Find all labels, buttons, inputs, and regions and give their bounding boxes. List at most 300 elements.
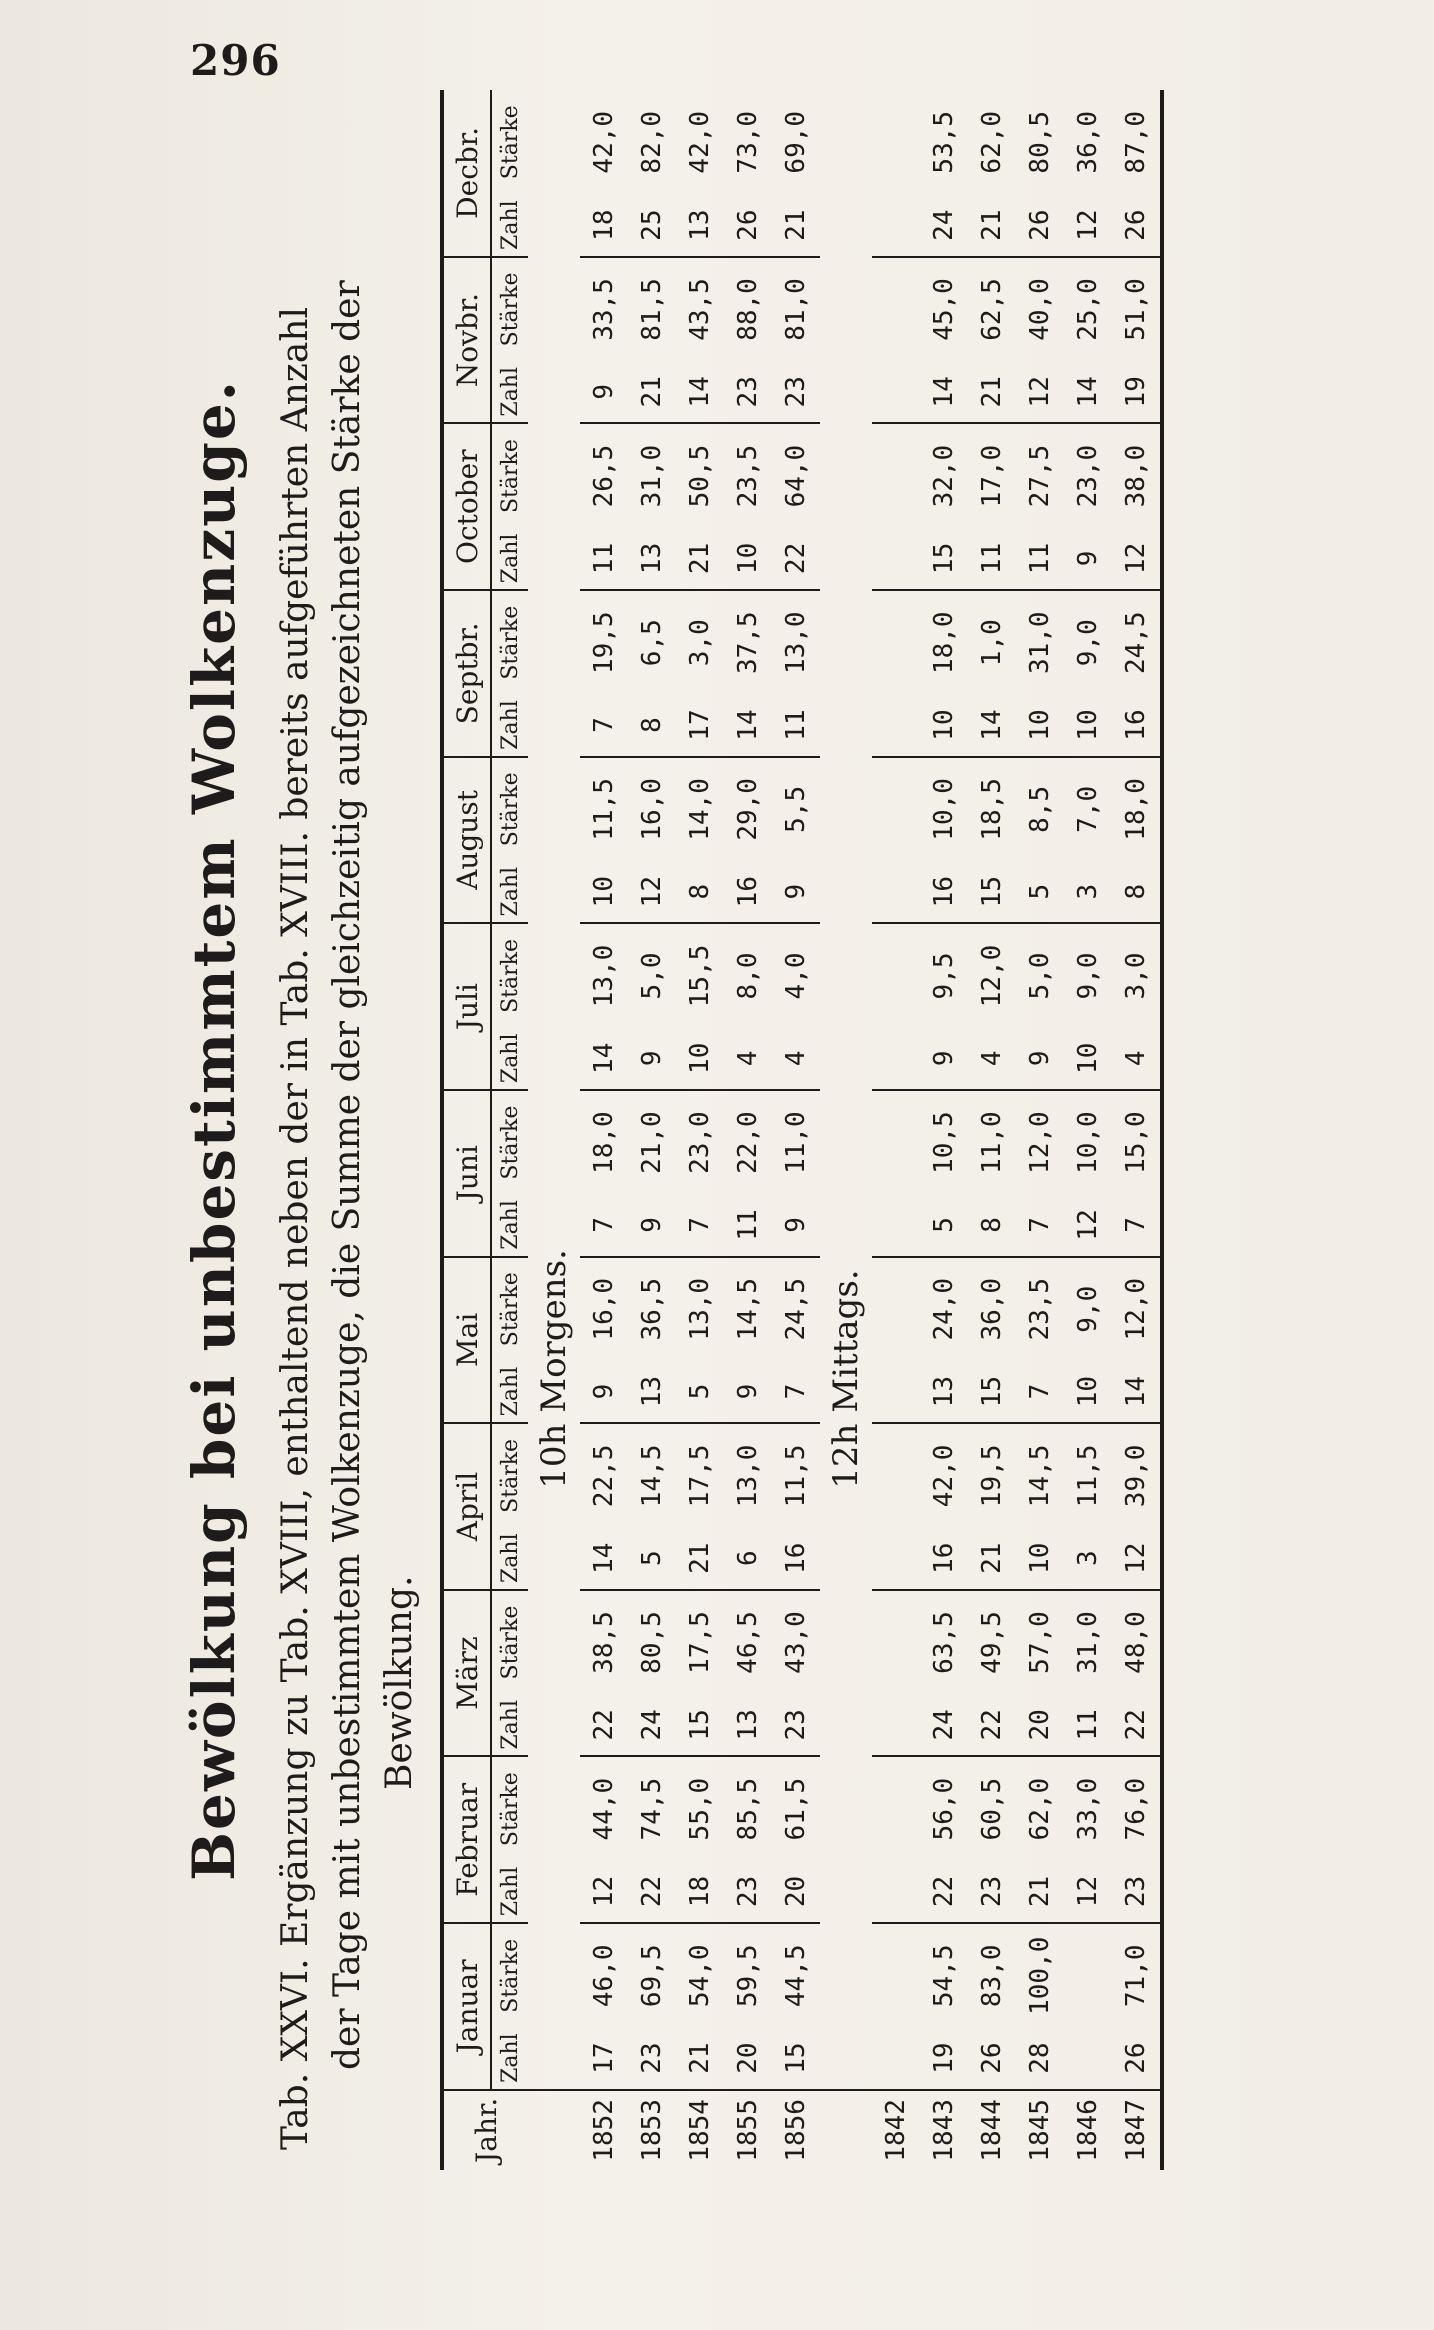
- zahl-subheader: Zahl: [491, 1528, 528, 1590]
- year-cell: 1852: [580, 2090, 628, 2170]
- staerke-cell: 36,5: [637, 1277, 667, 1341]
- zahl-cell: 9: [628, 1028, 676, 1090]
- zahl-cell: 15: [772, 2027, 820, 2089]
- page-title: Bewölkung bei unbestimmtem Wolkenzuge.: [180, 379, 248, 1881]
- staerke-cell: 81,5: [637, 278, 667, 341]
- month-header: October: [442, 423, 491, 590]
- zahl-cell: 12: [1064, 195, 1112, 257]
- staerke-cell: 62,5: [977, 278, 1007, 341]
- staerke-cell: 19,5: [589, 611, 619, 675]
- staerke-cell: 9,0: [1073, 1285, 1103, 1333]
- zahl-cell: 19: [1112, 361, 1162, 423]
- zahl-cell: 26: [1016, 195, 1064, 257]
- staerke-cell: 22,0: [733, 1111, 763, 1174]
- zahl-cell: [872, 528, 920, 590]
- staerke-cell: 1,0: [977, 619, 1007, 667]
- zahl-cell: 11: [1016, 528, 1064, 590]
- staerke-cell: 13,0: [589, 944, 619, 1008]
- zahl-cell: 5: [676, 1361, 724, 1423]
- zahl-cell: 11: [772, 694, 820, 756]
- staerke-cell: 83,0: [977, 1944, 1007, 2008]
- staerke-subheader: Stärke: [497, 1938, 523, 2013]
- zahl-cell: 23: [724, 361, 772, 423]
- staerke-cell: 73,0: [733, 110, 763, 174]
- staerke-cell: 5,0: [1025, 952, 1055, 1000]
- year-cell: 1842: [872, 2090, 920, 2170]
- month-header: Februar: [442, 1756, 491, 1923]
- zahl-subheader: Zahl: [491, 1694, 528, 1756]
- zahl-cell: 9: [772, 861, 820, 923]
- staerke-cell: 24,5: [1121, 611, 1151, 675]
- zahl-cell: 12: [1064, 1194, 1112, 1256]
- year-cell: [820, 2090, 872, 2170]
- zahl-cell: 7: [580, 1194, 628, 1256]
- zahl-cell: 3: [1064, 861, 1112, 923]
- table-row: [676, 90, 724, 2170]
- zahl-cell: 4: [724, 1028, 772, 1090]
- year-cell: 1843: [920, 2090, 968, 2170]
- zahl-cell: [872, 195, 920, 257]
- staerke-cell: 31,0: [1073, 1611, 1103, 1674]
- staerke-cell: 46,0: [589, 1944, 619, 2008]
- zahl-cell: 24: [628, 1694, 676, 1756]
- year-cell: 1845: [1016, 2090, 1064, 2170]
- staerke-cell: 31,0: [1025, 611, 1055, 675]
- zahl-cell: 13: [628, 528, 676, 590]
- table-row: [1016, 90, 1064, 2170]
- staerke-cell: 54,5: [929, 1944, 959, 2008]
- staerke-subheader: Stärke: [497, 1438, 523, 1513]
- staerke-cell: 3,0: [1121, 952, 1151, 1000]
- zahl-cell: 15: [920, 528, 968, 590]
- table-row: [628, 90, 676, 2170]
- year-cell: 1856: [772, 2090, 820, 2170]
- zahl-cell: 12: [1064, 1861, 1112, 1923]
- staerke-cell: 6,5: [637, 619, 667, 667]
- zahl-cell: 10: [920, 694, 968, 756]
- zahl-cell: 11: [1064, 1694, 1112, 1756]
- zahl-cell: 22: [1112, 1694, 1162, 1756]
- staerke-cell: 64,0: [781, 444, 811, 508]
- staerke-cell: 43,0: [781, 1611, 811, 1674]
- staerke-cell: 31,0: [637, 444, 667, 508]
- table-body: [528, 90, 1162, 2170]
- zahl-cell: 3: [1064, 1528, 1112, 1590]
- staerke-cell: 46,5: [733, 1611, 763, 1674]
- staerke-cell: 59,5: [733, 1944, 763, 2008]
- staerke-cell: 38,5: [589, 1611, 619, 1674]
- zahl-cell: 15: [968, 1361, 1016, 1423]
- staerke-cell: 80,5: [1025, 110, 1055, 174]
- month-header: März: [442, 1590, 491, 1757]
- zahl-cell: [872, 694, 920, 756]
- staerke-cell: 80,5: [637, 1611, 667, 1674]
- staerke-cell: 23,5: [1025, 1277, 1055, 1341]
- staerke-cell: 11,5: [589, 778, 619, 841]
- zahl-cell: 14: [724, 694, 772, 756]
- staerke-cell: 44,0: [589, 1777, 619, 1841]
- table-caption: [270, 110, 426, 2150]
- zahl-cell: 8: [968, 1194, 1016, 1256]
- zahl-cell: 14: [968, 694, 1016, 756]
- zahl-cell: 22: [968, 1694, 1016, 1756]
- zahl-cell: 8: [1112, 861, 1162, 923]
- staerke-cell: 17,0: [977, 444, 1007, 508]
- zahl-cell: 12: [628, 861, 676, 923]
- year-cell: 1855: [724, 2090, 772, 2170]
- staerke-cell: 50,5: [685, 444, 715, 508]
- zahl-cell: [872, 1861, 920, 1923]
- zahl-cell: 16: [1112, 694, 1162, 756]
- staerke-cell: [872, 590, 920, 694]
- staerke-cell: [872, 257, 920, 361]
- zahl-cell: 10: [724, 528, 772, 590]
- staerke-cell: 9,0: [1073, 952, 1103, 1000]
- month-header: April: [442, 1423, 491, 1590]
- zahl-cell: 17: [676, 694, 724, 756]
- zahl-cell: [872, 2027, 920, 2089]
- zahl-cell: 24: [920, 1694, 968, 1756]
- staerke-cell: 14,5: [1025, 1444, 1055, 1508]
- staerke-cell: 21,0: [637, 1111, 667, 1174]
- staerke-cell: 63,5: [929, 1611, 959, 1674]
- staerke-cell: 22,5: [589, 1444, 619, 1508]
- staerke-cell: [1064, 1923, 1112, 2027]
- month-header-row: [442, 90, 491, 2170]
- staerke-cell: 9,5: [929, 952, 959, 1000]
- section-header-row: [528, 90, 580, 2170]
- zahl-cell: 7: [772, 1361, 820, 1423]
- staerke-cell: 100,0: [1025, 1936, 1055, 2015]
- staerke-cell: 12,0: [977, 944, 1007, 1008]
- zahl-cell: 23: [724, 1861, 772, 1923]
- zahl-cell: 21: [968, 1528, 1016, 1590]
- zahl-cell: [872, 1694, 920, 1756]
- staerke-cell: 16,0: [637, 778, 667, 841]
- staerke-cell: 71,0: [1121, 1944, 1151, 2008]
- zahl-cell: 15: [676, 1694, 724, 1756]
- staerke-cell: 44,5: [781, 1944, 811, 2008]
- staerke-cell: 10,0: [1073, 1111, 1103, 1174]
- staerke-cell: 26,5: [589, 444, 619, 508]
- zahl-cell: 12: [1016, 361, 1064, 423]
- staerke-cell: 39,0: [1121, 1444, 1151, 1508]
- zahl-cell: 8: [628, 694, 676, 756]
- zahl-cell: 12: [580, 1861, 628, 1923]
- staerke-cell: 5,5: [781, 785, 811, 833]
- subheader-row: [491, 90, 528, 2170]
- zahl-subheader: Zahl: [491, 1861, 528, 1923]
- staerke-cell: 9,0: [1073, 619, 1103, 667]
- zahl-cell: 20: [724, 2027, 772, 2089]
- zahl-cell: 14: [920, 361, 968, 423]
- staerke-cell: 4,0: [781, 952, 811, 1000]
- caption-line: Bewölkung.: [379, 1575, 420, 1790]
- staerke-cell: 60,5: [977, 1777, 1007, 1841]
- staerke-cell: 18,0: [589, 1111, 619, 1174]
- staerke-cell: 17,5: [685, 1444, 715, 1508]
- table-row: [1064, 90, 1112, 2170]
- section-header-row: [820, 90, 872, 2170]
- staerke-subheader: Stärke: [497, 1272, 523, 1347]
- zahl-cell: 7: [1112, 1194, 1162, 1256]
- staerke-cell: 23,0: [1073, 444, 1103, 508]
- staerke-cell: 19,5: [977, 1444, 1007, 1508]
- staerke-cell: 18,5: [977, 778, 1007, 841]
- staerke-cell: 32,0: [929, 444, 959, 508]
- staerke-cell: 7,0: [1073, 785, 1103, 833]
- staerke-cell: [872, 757, 920, 861]
- staerke-cell: 11,0: [781, 1111, 811, 1174]
- staerke-subheader: Stärke: [497, 939, 523, 1013]
- zahl-cell: 5: [628, 1528, 676, 1590]
- staerke-cell: 56,0: [929, 1777, 959, 1841]
- zahl-cell: 26: [724, 195, 772, 257]
- table-row: [772, 90, 820, 2170]
- staerke-cell: 74,5: [637, 1777, 667, 1841]
- staerke-cell: 36,0: [977, 1277, 1007, 1341]
- staerke-subheader: Stärke: [497, 272, 523, 347]
- zahl-cell: [872, 1028, 920, 1090]
- staerke-cell: 87,0: [1121, 110, 1151, 174]
- staerke-cell: 45,0: [929, 278, 959, 341]
- staerke-cell: [872, 1756, 920, 1860]
- zahl-cell: 22: [920, 1861, 968, 1923]
- zahl-cell: 9: [920, 1028, 968, 1090]
- zahl-cell: 23: [968, 1861, 1016, 1923]
- zahl-cell: 7: [676, 1194, 724, 1256]
- zahl-cell: 9: [724, 1361, 772, 1423]
- zahl-cell: 5: [920, 1194, 968, 1256]
- table-row: [920, 90, 968, 2170]
- zahl-cell: 9: [1016, 1028, 1064, 1090]
- zahl-cell: 10: [1064, 1028, 1112, 1090]
- zahl-cell: [872, 1361, 920, 1423]
- section-label: 12h Mittags.: [826, 1269, 866, 1489]
- zahl-cell: [1064, 2027, 1112, 2089]
- year-column-header: Jahr.: [442, 2090, 528, 2170]
- staerke-cell: 24,0: [929, 1277, 959, 1341]
- staerke-cell: 54,0: [685, 1944, 715, 2008]
- zahl-cell: 11: [724, 1194, 772, 1256]
- staerke-cell: 8,5: [1025, 785, 1055, 833]
- year-cell: 1853: [628, 2090, 676, 2170]
- staerke-cell: 11,5: [1073, 1444, 1103, 1508]
- zahl-cell: 22: [772, 528, 820, 590]
- zahl-cell: 8: [676, 861, 724, 923]
- staerke-cell: 40,0: [1025, 278, 1055, 341]
- staerke-cell: 23,0: [685, 1111, 715, 1174]
- zahl-cell: 4: [1112, 1028, 1162, 1090]
- zahl-cell: 14: [676, 361, 724, 423]
- table-row: [1112, 90, 1162, 2170]
- staerke-cell: [872, 1923, 920, 2027]
- staerke-cell: 3,0: [685, 619, 715, 667]
- zahl-cell: 26: [1112, 2027, 1162, 2089]
- zahl-cell: 16: [920, 861, 968, 923]
- zahl-cell: 22: [628, 1861, 676, 1923]
- zahl-cell: 19: [920, 2027, 968, 2089]
- zahl-cell: 6: [724, 1528, 772, 1590]
- zahl-cell: 14: [1112, 1361, 1162, 1423]
- cloud-cover-table: [440, 90, 1164, 2170]
- year-cell: 1854: [676, 2090, 724, 2170]
- zahl-cell: 18: [580, 195, 628, 257]
- zahl-cell: [872, 1528, 920, 1590]
- staerke-cell: 49,5: [977, 1611, 1007, 1674]
- zahl-cell: [872, 861, 920, 923]
- zahl-cell: 20: [772, 1861, 820, 1923]
- staerke-cell: [872, 1423, 920, 1527]
- staerke-cell: 36,0: [1073, 110, 1103, 174]
- zahl-cell: 20: [1016, 1694, 1064, 1756]
- staerke-cell: 18,0: [929, 611, 959, 675]
- staerke-subheader: Stärke: [497, 105, 523, 180]
- zahl-cell: 17: [580, 2027, 628, 2089]
- staerke-cell: [872, 423, 920, 527]
- staerke-cell: 24,5: [781, 1277, 811, 1341]
- staerke-cell: 11,5: [781, 1444, 811, 1508]
- table-row: [724, 90, 772, 2170]
- zahl-cell: 21: [1016, 1861, 1064, 1923]
- month-header: Novbr.: [442, 257, 491, 424]
- zahl-cell: 9: [580, 361, 628, 423]
- staerke-cell: 14,0: [685, 778, 715, 841]
- zahl-cell: 23: [1112, 1861, 1162, 1923]
- zahl-cell: 7: [1016, 1361, 1064, 1423]
- staerke-subheader: Stärke: [497, 605, 523, 680]
- zahl-cell: 24: [920, 195, 968, 257]
- staerke-cell: 10,0: [929, 778, 959, 841]
- year-cell: 1846: [1064, 2090, 1112, 2170]
- zahl-cell: 9: [580, 1361, 628, 1423]
- month-header: Januar: [442, 1923, 491, 2090]
- zahl-subheader: Zahl: [491, 195, 528, 257]
- staerke-cell: 85,5: [733, 1777, 763, 1841]
- zahl-subheader: Zahl: [491, 528, 528, 590]
- staerke-cell: 43,5: [685, 278, 715, 341]
- page-number: 296: [190, 36, 281, 85]
- staerke-cell: 13,0: [685, 1277, 715, 1341]
- table-row: [872, 90, 920, 2170]
- staerke-cell: [872, 1257, 920, 1361]
- staerke-subheader: Stärke: [497, 772, 523, 847]
- staerke-cell: 42,0: [589, 110, 619, 174]
- zahl-cell: 9: [1064, 528, 1112, 590]
- zahl-cell: 11: [580, 528, 628, 590]
- month-header: Septbr.: [442, 590, 491, 757]
- year-cell: 1847: [1112, 2090, 1162, 2170]
- staerke-cell: 69,0: [781, 110, 811, 174]
- zahl-cell: 16: [920, 1528, 968, 1590]
- zahl-cell: 18: [676, 1861, 724, 1923]
- caption-line: der Tage mit unbestimmtem Wolkenzuge, die Summe der gleichzeitig aufgezeichneten Stärke der: [327, 280, 368, 2070]
- staerke-cell: 76,0: [1121, 1777, 1151, 1841]
- zahl-cell: 4: [968, 1028, 1016, 1090]
- month-header: Decbr.: [442, 90, 491, 257]
- staerke-cell: 53,5: [929, 110, 959, 174]
- caption-line: Tab. XXVI. Ergänzung zu Tab. XVIII, enthaltend neben der in Tab. XVIII. bereits aufgeführten Anzahl: [275, 306, 316, 2150]
- staerke-subheader: Stärke: [497, 1605, 523, 1680]
- staerke-cell: 25,0: [1073, 278, 1103, 341]
- zahl-cell: 7: [1016, 1194, 1064, 1256]
- staerke-cell: [872, 923, 920, 1027]
- zahl-subheader: Zahl: [491, 1028, 528, 1090]
- zahl-cell: 28: [1016, 2027, 1064, 2089]
- zahl-subheader: Zahl: [491, 2027, 528, 2089]
- zahl-cell: 5: [1016, 861, 1064, 923]
- staerke-cell: [872, 1590, 920, 1694]
- zahl-cell: 23: [772, 1694, 820, 1756]
- zahl-cell: [872, 361, 920, 423]
- zahl-cell: 16: [772, 1528, 820, 1590]
- staerke-cell: 13,0: [733, 1444, 763, 1508]
- month-header: August: [442, 757, 491, 924]
- staerke-cell: 51,0: [1121, 278, 1151, 341]
- zahl-cell: 10: [580, 861, 628, 923]
- staerke-cell: 29,0: [733, 778, 763, 841]
- staerke-cell: 33,0: [1073, 1777, 1103, 1841]
- staerke-cell: 12,0: [1025, 1111, 1055, 1174]
- staerke-subheader: Stärke: [497, 1105, 523, 1180]
- zahl-cell: 9: [628, 1194, 676, 1256]
- staerke-cell: 14,5: [637, 1444, 667, 1508]
- zahl-cell: 21: [968, 361, 1016, 423]
- staerke-cell: 10,5: [929, 1111, 959, 1174]
- staerke-cell: 11,0: [977, 1111, 1007, 1174]
- staerke-cell: 88,0: [733, 278, 763, 341]
- zahl-cell: 21: [772, 195, 820, 257]
- zahl-subheader: Zahl: [491, 361, 528, 423]
- staerke-cell: 42,0: [929, 1444, 959, 1508]
- staerke-cell: 13,0: [781, 611, 811, 675]
- table-row: [968, 90, 1016, 2170]
- zahl-cell: 10: [676, 1028, 724, 1090]
- zahl-subheader: Zahl: [491, 694, 528, 756]
- staerke-cell: 61,5: [781, 1777, 811, 1841]
- zahl-cell: 13: [724, 1694, 772, 1756]
- zahl-cell: 13: [676, 195, 724, 257]
- year-cell: [528, 2090, 580, 2170]
- staerke-cell: 38,0: [1121, 444, 1151, 508]
- zahl-cell: 21: [628, 361, 676, 423]
- staerke-cell: 15,0: [1121, 1111, 1151, 1174]
- zahl-cell: 10: [1016, 1528, 1064, 1590]
- zahl-subheader: Zahl: [491, 1361, 528, 1423]
- zahl-cell: 14: [580, 1028, 628, 1090]
- staerke-cell: 57,0: [1025, 1611, 1055, 1674]
- staerke-cell: 55,0: [685, 1777, 715, 1841]
- staerke-cell: 37,5: [733, 611, 763, 675]
- staerke-cell: 23,5: [733, 444, 763, 508]
- zahl-cell: 7: [580, 694, 628, 756]
- zahl-cell: 14: [580, 1528, 628, 1590]
- zahl-cell: 10: [1016, 694, 1064, 756]
- staerke-cell: 12,0: [1121, 1277, 1151, 1341]
- zahl-subheader: Zahl: [491, 861, 528, 923]
- staerke-cell: 42,0: [685, 110, 715, 174]
- month-header: Mai: [442, 1257, 491, 1424]
- staerke-cell: 33,5: [589, 278, 619, 341]
- zahl-cell: 15: [968, 861, 1016, 923]
- staerke-cell: 69,5: [637, 1944, 667, 2008]
- staerke-cell: 62,0: [977, 110, 1007, 174]
- zahl-cell: 16: [724, 861, 772, 923]
- zahl-cell: 9: [772, 1194, 820, 1256]
- table-row: [580, 90, 628, 2170]
- staerke-cell: 48,0: [1121, 1611, 1151, 1674]
- zahl-cell: 21: [676, 528, 724, 590]
